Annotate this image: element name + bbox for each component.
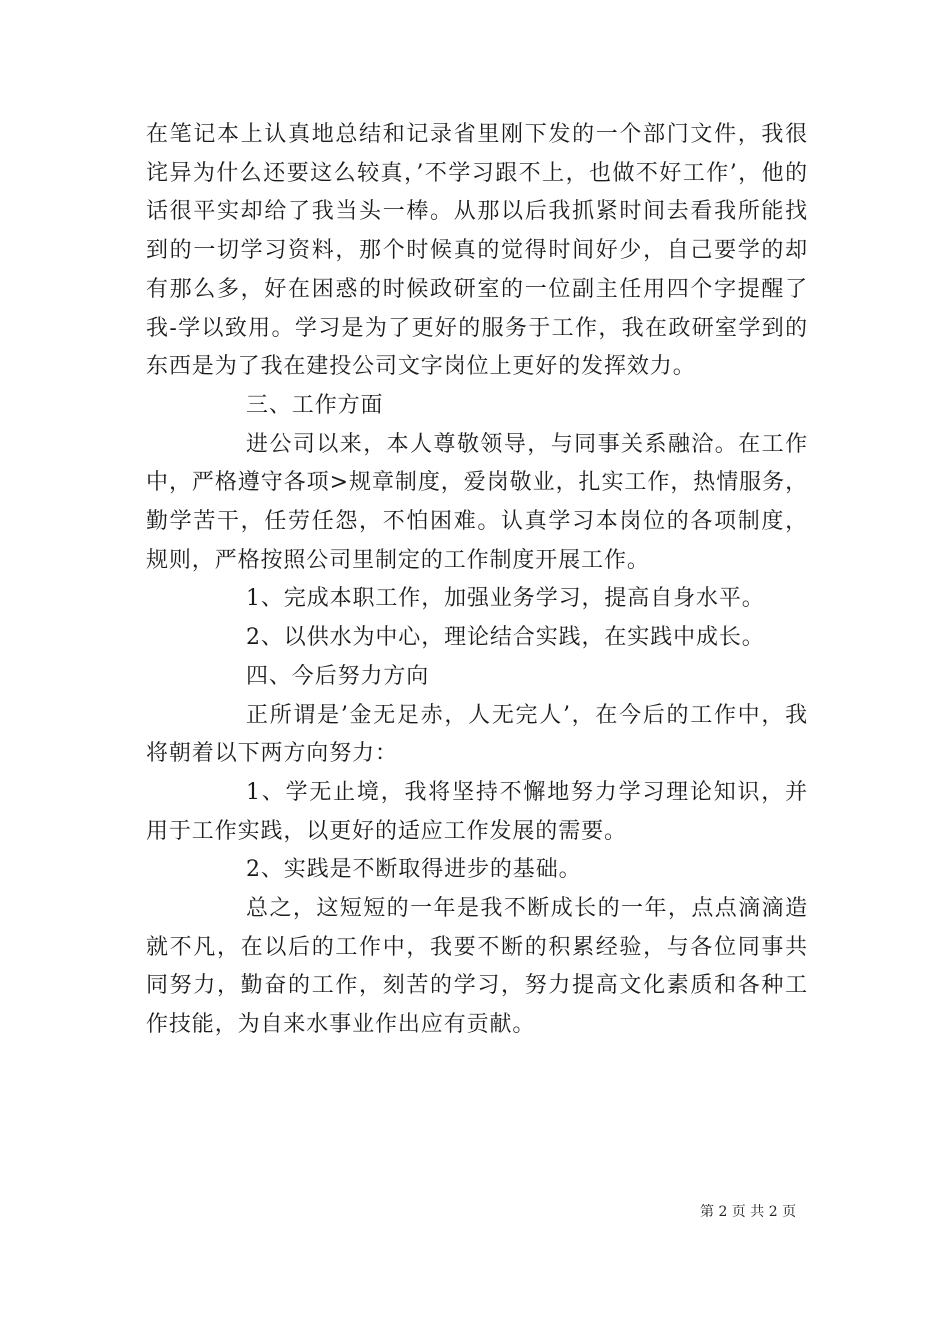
paragraph-work-attitude: 进公司以来，本人尊敬领导，与同事关系融洽。在工作中，严格遵守各项>规章制度，爱岗敬业，扎实工作，热情服务，勤学苦干，任劳任怨，不怕困难。认真学习本岗位的各项制度，规则，严格按照公司里制定的工作制度开展工作。 (146, 431, 808, 573)
list-item-water-supply: 2、以供水为中心，理论结合实践，在实践中成长。 (246, 625, 765, 651)
page-number-footer: 第 2 页 共 2 页 (700, 1204, 797, 1220)
list-item-practice: 2、实践是不断取得进步的基础。 (246, 857, 582, 883)
paragraph-future-intro: 正所谓是’金无足赤，人无完人’，在今后的工作中，我将朝着以下两方向努力： (146, 702, 808, 767)
list-item-duty: 1、完成本职工作，加强业务学习，提高自身水平。 (246, 586, 765, 612)
paragraph-conclusion: 总之，这短短的一年是我不断成长的一年，点点滴滴造就不凡，在以后的工作中，我要不断的积累经验，与各位同事共同努力，勤奋的工作，刻苦的学习，努力提高文化素质和各种工作技能，为自来水事业作出应有贡献。 (146, 896, 808, 1038)
section-heading-future: 四、今后努力方向 (246, 663, 430, 689)
paragraph-study-experience: 在笔记本上认真地总结和记录省里刚下发的一个部门文件，我很诧异为什么还要这么较真，’不学习跟不上，也做不好工作’，他的话很平实却给了我当头一棒。从那以后我抓紧时间去看我所能找到的一切学习资料，那个时候真的觉得时间好少，自己要学的却有那么多，好在困惑的时候政研室的一位副主任用四个字提醒了我-学以致用。学习是为了更好的服务于工作，我在政研室学到的东西是为了我在建投公司文字岗位上更好的发挥效力。 (146, 122, 808, 380)
document-body (146, 116, 808, 1045)
list-item-learning: 1、学无止境，我将坚持不懈地努力学习理论知识，并用于工作实践，以更好的适应工作发展的需要。 (146, 779, 808, 844)
section-heading-work: 三、工作方面 (246, 392, 384, 418)
